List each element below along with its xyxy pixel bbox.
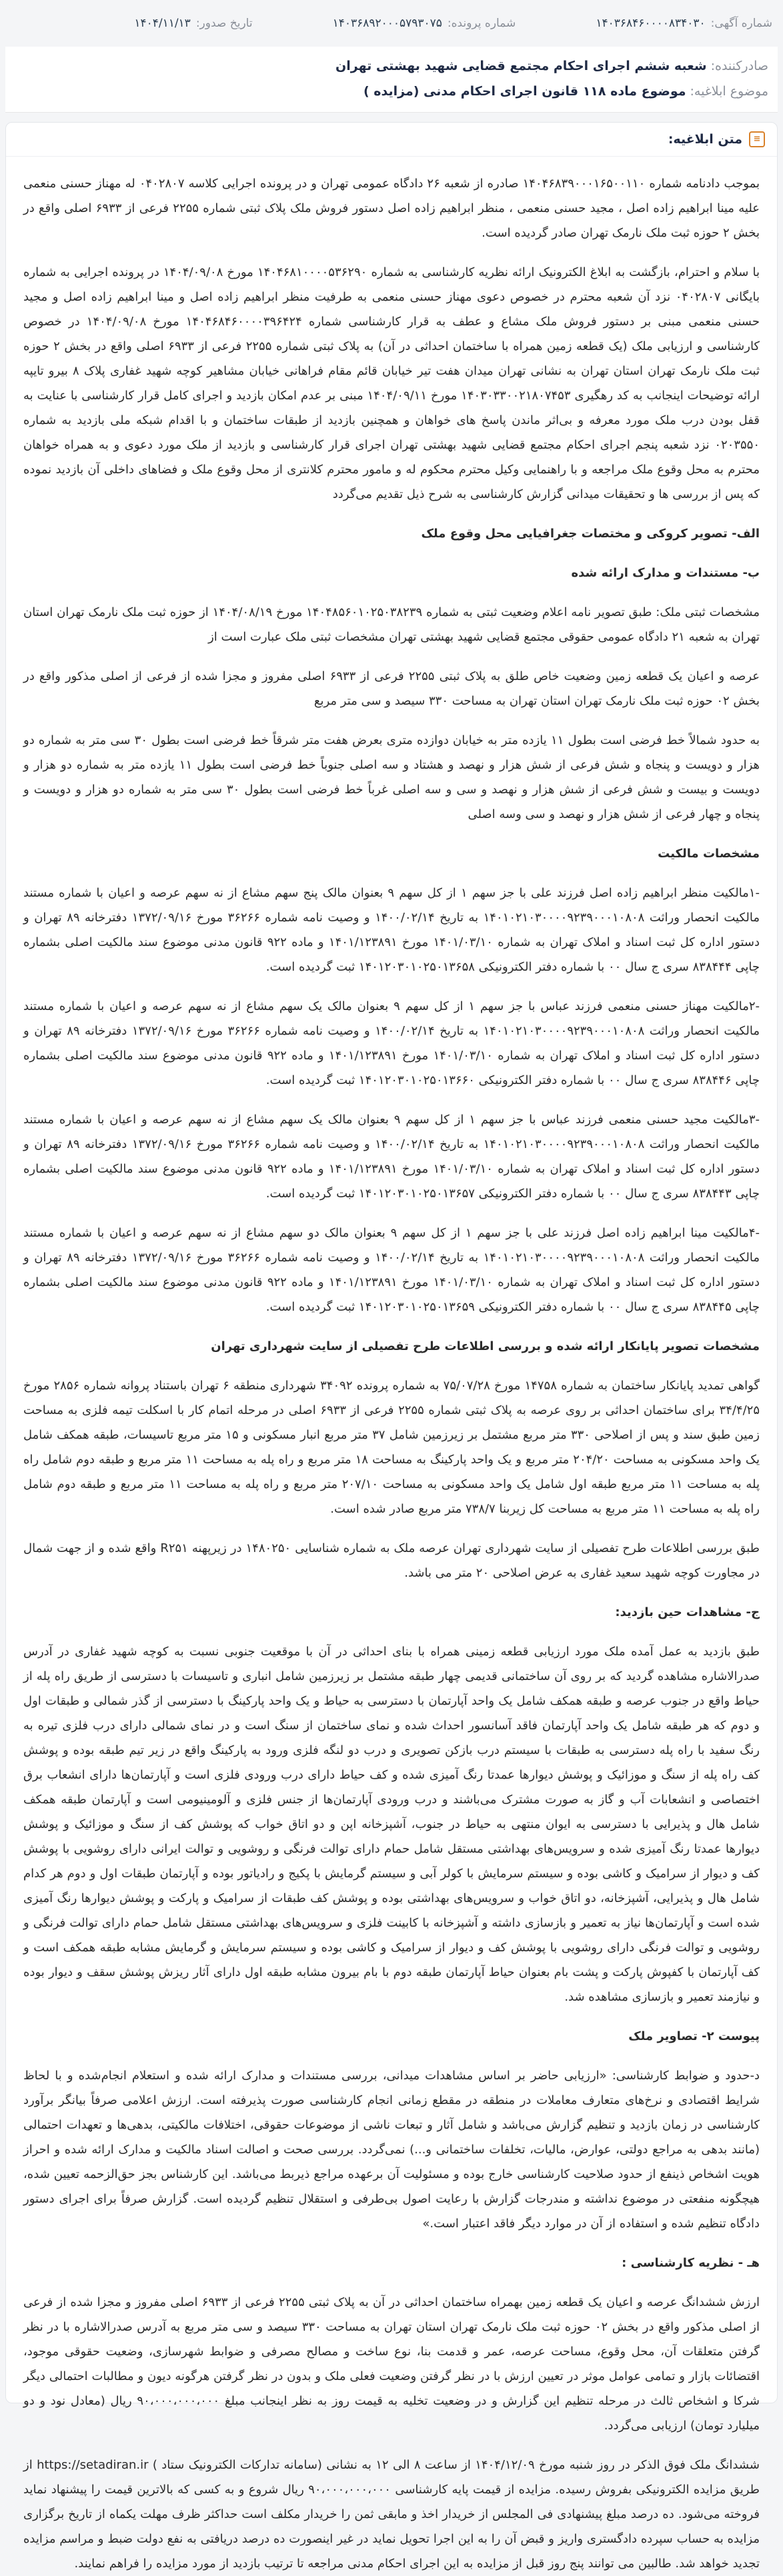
paragraph: مشخصات ثبتی ملک: طبق تصویر نامه اعلام وضعیت ثبتی به شماره ۱۴۰۴۸۵۶۰۱۰۲۵۰۳۸۲۳۹ مورخ ۱۴۰۴/۰۸/۱۹ از حوزه ثبت ملک نارمک تهران استان تهران به شعبه ۲۱ دادگاه عمومی حقوقی مجتمع قضایی شهید بهشتی تهران مشخصات ثبتی ملک عبارت است از	[23, 605, 760, 644]
section-heading: پیوست ۲- تصاویر ملک	[628, 2029, 760, 2043]
issue-date-label: تاریخ صدور:	[195, 17, 253, 30]
paragraph: -۴مالکیت مینا ابراهیم زاده اصل فرزند علی با جز سهم ۱ از کل سهم ۹ بعنوان مالک دو سهم مشاع از نه سهم عرصه و اعیان با شماره مستند مالکیت انحصار وراثت ۱۴۰۱۰۲۱۰۳۰۰۰۰۹۲۳۹۰۰۰۱۰۸۰۸ به تاریخ ۱۴۰۰/۰۲/۱۴ و وصیت نامه شماره ۳۶۲۶۶ مورخ ۱۳۷۲/۰۹/۱۶ دفترخانه ۸۹ تهران و دستور اداره کل ثبت اسناد و املاک تهران به شماره ۱۴۰۱/۰۳/۱۰ مورخ ۱۴۰۱/۱۲۳۸۹۱ و ماده ۹۲۲ قانون مدنی موضوع سند مالکیت اصلی بشماره چاپی ۸۳۸۴۴۵ سری ج سال ۰۰ با شماره دفتر الکترونیکی ۱۴۰۱۲۰۳۰۱۰۲۵۰۱۳۶۵۹ ثبت گردیده است.	[23, 1226, 760, 1314]
issuer-value: شعبه ششم اجرای احکام مجتمع قضایی شهید بهشتی تهران	[335, 59, 707, 73]
paragraph: -۱مالکیت منظر ابراهیم زاده اصل فرزند علی با جز سهم ۱ از کل سهم ۹ بعنوان مالک پنج سهم مشاع از نه سهم عرصه و اعیان با شماره مستند مالکیت انحصار وراثت ۱۴۰۱۰۲۱۰۳۰۰۰۰۹۲۳۹۰۰۰۱۰۸۰۸ به تاریخ ۱۴۰۰/۰۲/۱۴ و وصیت نامه شماره ۳۶۲۶۶ مورخ ۱۳۷۲/۰۹/۱۶ دفترخانه ۸۹ تهران و دستور اداره کل ثبت اسناد و املاک تهران به شماره ۱۴۰۱/۰۳/۱۰ مورخ ۱۴۰۱/۱۲۳۸۹۱ و ماده ۹۲۲ قانون مدنی موضوع سند مالکیت اصلی بشماره چاپی ۸۳۸۴۴۴ سری ج سال ۰۰ با شماره دفتر الکترونیکی ۱۴۰۱۲۰۳۰۱۰۲۵۰۱۳۶۵۸ ثبت گردیده است.	[23, 886, 760, 974]
notice-text-card	[5, 122, 778, 2571]
case-number-label: شماره پرونده:	[447, 17, 516, 30]
section-heading: مشخصات مالکیت	[658, 847, 760, 861]
paragraph: عرصه و اعیان یک قطعه زمین وضعیت خاص طلق به پلاک ثبتی ۲۲۵۵ فرعی از ۶۹۳۳ اصلی مفروز و مجزا شده از فرعی از اصلی مذکور واقع در بخش ۰۲ حوزه ثبت ملک نارمک تهران استان تهران به مساحت ۳۳۰ سیصد و سی متر مربع	[23, 669, 760, 708]
paragraph: بموجب دادنامه شماره ۱۴۰۴۶۸۳۹۰۰۰۱۶۵۰۰۱۱۰ صادره از شعبه ۲۶ دادگاه عمومی تهران و در پرونده اجرایی کلاسه ۰۴۰۲۸۰۷ له مهناز حسنی منعمی علیه مینا ابراهیم زاده اصل ، مجید حسنی منعمی ، منظر ابراهیم زاده اصل دستور فروش ملک پلاک ثبتی شماره ۲۲۵۵ فرعی از ۶۹۳۳ اصلی واقع در بخش ۲ حوزه ثبت ملک نارمک تهران صادر گردیده است.	[23, 177, 760, 240]
section-heading: الف- تصویر کروکی و مختصات جغرافیایی محل وقوع ملک	[421, 527, 760, 541]
paragraph: طبق بررسی اطلاعات طرح تفصیلی از سایت شهرداری تهران عرصه ملک به شماره شناسایی ۱۴۸۰۲۵۰ در زیرپهنه R۲۵۱ واقع شده و از جهت شمال در مجاورت کوچه شهید سعید غفاری به عرض اصلاحی ۲۰ متر می باشد.	[23, 1541, 760, 1580]
notice-header	[5, 47, 778, 113]
paragraph: گواهی تمدید پایانکار ساختمان به شماره ۱۴۷۵۸ مورخ ۷۵/۰۷/۲۸ به شماره پرونده ۳۴۰۹۲ شهرداری منطقه ۶ تهران باستناد پروانه شماره ۲۸۵۶ مورخ ۳۴/۴/۲۵ برای ساختمان احداثی بر روی عرصه به پلاک ثبتی شماره ۲۲۵۵ فرعی از ۶۹۳۳ اصلی در مرحله اتمام کار با اسکلت تیمه فلزی به مساحت زمین طبق سند و پس از اصلاحی ۳۳۰ متر مربع مشتمل بر زیرزمین شامل ۳۷ متر مربع انبار مسکونی و ۱۵ متر مربع تاسیسات، طبقه همکف شامل یک واحد مسکونی به مساحت ۲۰۴/۲۰ متر مربع و یک واحد پارکینگ به مساحت ۱۸ متر مربع و راه پله به مساحت ۱۱ متر مربع و طبقه دوم شامل راه پله به مساحت ۱۱ متر مربع طبقه اول شامل یک واحد مسکونی به مساحت ۲۰۷/۱۰ متر مربع و راه پله به مساحت ۱۱ متر مربع و طبقه دوم شامل راه پله به مساحت ۱۱ متر مربع به مساحت کل زیربنا ۷۳۸/۷ متر مربع صادر شده است.	[23, 1379, 760, 1516]
case-number-value: ۱۴۰۳۶۸۹۲۰۰۰۵۷۹۳۰۷۵	[332, 17, 442, 30]
issue-date	[134, 17, 252, 30]
card-title: متن ابلاغیه:	[668, 132, 742, 147]
paragraph: -۲مالکیت مهناز حسنی منعمی فرزند عباس با جز سهم ۱ از کل سهم ۹ بعنوان مالک یک سهم مشاع از نه سهم عرصه و اعیان با شماره مستند مالکیت انحصار وراثت ۱۴۰۱۰۲۱۰۳۰۰۰۰۹۲۳۹۰۰۰۱۰۸۰۸ به تاریخ ۱۴۰۰/۰۲/۱۴ و وصیت نامه شماره ۳۶۲۶۶ مورخ ۱۳۷۲/۰۹/۱۶ دفترخانه ۸۹ تهران و دستور اداره کل ثبت اسناد و املاک تهران به شماره ۱۴۰۱/۰۳/۱۰ مورخ ۱۴۰۱/۱۲۳۸۹۱ و ماده ۹۲۲ قانون مدنی موضوع سند مالکیت اصلی بشماره چاپی ۸۳۸۴۴۶ سری ج سال ۰۰ با شماره دفتر الکترونیکی ۱۴۰۱۲۰۳۰۱۰۲۵۰۱۳۶۶۰ ثبت گردیده است.	[23, 999, 760, 1087]
paragraph: ششدانگ ملک فوق الذکر در روز شنبه مورخ ۱۴۰۴/۱۲/۰۹ از ساعت ۸ الی ۱۲ به نشانی (سامانه تدارکات الکترونیک ستاد ) https://setadiran.ir از طریق مزایده الکترونیکی بفروش رسیده. مزایده از قیمت پایه کارشناسی ۹۰،۰۰۰،۰۰۰،۰۰۰ ریال شروع و به کسی که بالاترین قیمت را پیشنهاد نماید فروخته می‌شود. ده درصد مبلغ پیشنهادی فی المجلس از خریدار اخذ و مابقی ثمن را خریدار مکلف است حداکثر ظرف مهلت یکماه از تاریخ برگزاری مزایده به حساب سپرده دادگستری واریز و قبض آن را به این اجرا تحویل نماید در غیر اینصورت ده درصد دریافتی به نفع دولت ضبط و مراسم مزایده تجدید خواهد شد. طالبین می توانند پنج روز قبل از مزایده به این اجرای احکام مدنی مراجعه تا ترتیب بازدید از مورد مزایده را فراهم نمایند.	[23, 2458, 760, 2571]
section-heading: ج- مشاهدات حین بازدید:	[615, 1605, 760, 1619]
notice-body	[6, 157, 777, 2576]
case-number	[333, 17, 516, 30]
subject-label: موضوع ابلاغیه:	[690, 84, 768, 99]
meta-bar	[5, 0, 778, 47]
issuer-label: صادرکننده:	[710, 59, 768, 73]
document-icon: ≡	[749, 131, 765, 147]
paragraph: با سلام و احترام، بازگشت به ابلاغ الکترونیک ارائه نظریه کارشناسی به شماره ۱۴۰۴۶۸۱۰۰۰۰۵۳۶۲۹۰ مورخ ۱۴۰۴/۰۹/۰۸ در پرونده اجرایی به شماره بایگانی ۰۴۰۲۸۰۷ نزد آن شعبه محترم در خصوص دعوی مهناز حسنی منعمی به طرفیت منظر ابراهیم زاده اصل و مینا ابراهیم زاده اصل و مجید حسنی منعمی مبنی بر دستور فروش ملک مشاع و عطف به قرار کارشناسی شماره ۱۴۰۴۶۸۴۶۰۰۰۰۳۹۶۴۲۴ مورخ ۱۴۰۴/۰۹/۰۸ در خصوص کارشناسی و ارزیابی ملک (یک قطعه زمین همراه با ساختمان احداثی در آن) به پلاک ثبتی شماره ۲۲۵۵ فرعی از ۶۹۳۳ اصلی واقع در بخش ۲ حوزه ثبت ملک نارمک تهران استان تهران به نشانی تهران میدان هفت تیر خیابان قائم مقام فراهانی خیابان مشاهیر کوچه شهید غفاری پلاک ۸ بیرو تایپه ارائه توضیحات اینجانب به کد رهگیری ۱۴۰۳۰۳۳۰۰۲۱۸۰۷۴۵۳ مورخ ۱۴۰۴/۰۹/۱۱ مبنی بر عدم امکان بازدید و اجرای کامل قرار کارشناسی با عنایت به قفل بودن درب ملک مورد معرفه و بی‌اثر ماندن پاسخ های خواهان و همچنین بازدید از طبقات ساختمان و با اقدام شبکه ملی بازدید به شماره ۰۲۰۳۵۵۰ نزد شعبه پنجم اجرای احکام مجتمع قضایی شهید بهشتی تهران اجرای قرار کارشناسی و بازدید از ملک مورد دعوی و به همراه خواهان محترم به محل وقوع ملک مراجعه و با راهنمایی وکیل محترم محکوم له و مامور محترم کلانتری از محل وقوع ملک و فضاهای داخلی آن بازدید نموده که پس از بررسی ها و تحقیقات میدانی گزارش کارشناسی به شرح ذیل تقدیم می‌گردد	[23, 265, 760, 501]
announcement-number-label: شماره آگهی:	[710, 17, 772, 30]
paragraph: طبق بازدید به عمل آمده ملک مورد ارزیابی قطعه زمینی همراه با بنای احداثی در آن با موقعیت جنوبی نسبت به کوچه شهید غفاری در آدرس صدرالاشاره مشاهده گردید که بر روی آن ساختمانی قدیمی چهار طبقه مشتمل بر زیرزمین شامل انباری و تاسیسات با دسترسی از طریق راه پله از حیاط واقع در جنوب عرصه و طبقه همکف شامل یک واحد آپارتمان با دسترسی به حیاط و یک واحد پارکینگ با دسترسی از گذر شمالی و طبقات اول و دوم که هر طبقه شامل یک واحد آپارتمان فاقد آسانسور احداث شده و نمای ساختمان از سنگ است و در نمای شمالی دارای درب فلزی تیره به رنگ سفید با راه پله دسترسی به طبقات با سیستم درب بازکن تصویری و درب دو لنگه فلزی ورود به پارکینگ واقع در زیر تیم طبقه بوده و پوشش کف راه پله از سنگ و موزائیک و پوشش دیوارها عمدتا رنگ آمیزی شده و کف حیاط دارای درب ورودی فلزی است و آپارتمان‌ها دارای انشعاب برق اختصاصی و انشعابات آب و گاز به صورت مشترک می‌باشند و درب ورودی آپارتمان‌ها از جنس فلزی و آلومینیومی است و آپارتمان طبقه همکف شامل هال و پذیرایی با دسترسی به ایوان منتهی به حیاط در جنوب، آشپزخانه اپن و دو اتاق خواب که پوشش کف از سنگ و موزائیک و پوشش دیوارها عمدتا رنگ آمیزی شده و سرویس‌های بهداشتی مستقل شامل حمام دارای توالت فرنگی و روشویی و توالت ایرانی دارای روشویی با پوشش کف و دیوار از سرامیک و کاشی بوده و سیستم سرمایش با کولر آبی و سیستم گرمایش با پکیج و رادیاتور بوده و آپارتمان طبقات اول و دوم هر کدام شامل هال و پذیرایی، آشپزخانه، دو اتاق خواب و سرویس‌های بهداشتی بوده و پوشش کف طبقات از سرامیک و پارکت و پوشش دیوارها رنگ آمیزی شده است و آپارتمان‌ها نیاز به تعمیر و بازسازی داشته و آشپزخانه با کابینت فلزی و سرویس‌های بهداشتی مستقل شامل حمام دارای توالت فرنگی و روشویی و توالت فرنگی دارای روشویی با پوشش کف و دیوار از سرامیک و کاشی بوده و سیستم سرمایش و گرمایش مشابه طبقه همکف است و کف آپارتمان با کفپوش پارکت و پشت بام بعنوان حیاط آپارتمان طبقه دوم با بام بیرون مشابه طبقه اول دارای آثار ریزش پوشش سقف و دیوار بوده و نیازمند تعمیر و بازسازی مشاهده شد.	[23, 1645, 760, 2004]
subject-value: موضوع ماده ۱۱۸ قانون اجرای احکام مدنی (مزایده )	[363, 84, 686, 99]
section-heading: ب- مستندات و مدارک ارائه شده	[571, 566, 760, 580]
paragraph: -۳مالکیت مجید حسنی منعمی فرزند عباس با جز سهم ۱ از کل سهم ۹ بعنوان مالک یک سهم مشاع از نه سهم عرصه و اعیان با شماره مستند مالکیت انحصار وراثت ۱۴۰۱۰۲۱۰۳۰۰۰۰۹۲۳۹۰۰۰۱۰۸۰۸ به تاریخ ۱۴۰۰/۰۲/۱۴ و وصیت نامه شماره ۳۶۲۶۶ مورخ ۱۳۷۲/۰۹/۱۶ دفترخانه ۸۹ تهران و دستور اداره کل ثبت اسناد و املاک تهران به شماره ۱۴۰۱/۰۳/۱۰ مورخ ۱۴۰۱/۱۲۳۸۹۱ و ماده ۹۲۲ قانون مدنی موضوع سند مالکیت اصلی بشماره چاپی ۸۳۸۴۴۳ سری ج سال ۰۰ با شماره دفتر الکترونیکی ۱۴۰۱۲۰۳۰۱۰۲۵۰۱۳۶۵۷ ثبت گردیده است.	[23, 1113, 760, 1201]
section-heading: مشخصات تصویر پایانکار ارائه شده و بررسی اطلاعات طرح تفصیلی از سایت شهرداری تهران	[211, 1339, 760, 1353]
subject-row	[15, 79, 768, 104]
card-header	[6, 123, 777, 157]
paragraph: د-حدود و ضوابط کارشناسی: «ارزیابی حاضر بر اساس مشاهدات میدانی، بررسی مستندات و مدارک ارائه شده و استعلام انجام‌شده و با لحاظ شرایط اقتصادی و نرخ‌های متعارف معاملات در منطقه در مقطع زمانی انجام کارشناسی صورت پذیرفته است. ارزش اعلامی صرفاً بیانگر برآورد کارشناسی در زمان بازدید و تنظیم گزارش می‌باشد و شامل آثار و تبعات ناشی از موضوعات حقوقی، اختلافات مالکیتی، بدهی‌ها و تعهدات احتمالی (مانند بدهی به مراجع دولتی، عوارض، مالیات، تخلفات ساختمانی و...) نمی‌گردد. بررسی صحت و اصالت اسناد مالکیت و مدارک ارائه شده و احراز هویت اشخاص ذینفع از حدود صلاحیت کارشناسی خارج بوده و مسئولیت آن برعهده مراجع ذیربط می‌باشد. این کارشناس بجز حق‌الزحمه تعیین شده، هیچگونه منفعتی در موضوع نداشته و مندرجات گزارش با رعایت اصول بی‌طرفی و استقلال تنظیم گردیده است. گزارش صرفاً برای اجرای دستور دادگاه تنظیم شده و استفاده از آن در موارد دیگر فاقد اعتبار است.»	[23, 2069, 760, 2231]
announcement-number	[596, 17, 772, 30]
issue-date-value: ۱۴۰۴/۱۱/۱۳	[134, 17, 191, 30]
announcement-number-value: ۱۴۰۳۶۸۴۶۰۰۰۰۸۳۴۰۳۰	[596, 17, 706, 30]
paragraph: ارزش ششدانگ عرصه و اعیان یک قطعه زمین بهمراه ساختمان احداثی در آن به پلاک ثبتی ۲۲۵۵ فرعی از ۶۹۳۳ اصلی مفروز و مجزا شده از فرعی از اصلی مذکور واقع در بخش ۰۲ حوزه ثبت ملک نارمک تهران استان تهران به مساحت ۳۳۰ سیصد و سی متر مربع به آدرس صدرالاشاره با در نظر گرفتن متعلقات آن، محل وقوع، مساحت عرصه، عمر و قدمت بنا، نوع ساخت و مصالح مصرفی و ضوابط شهرسازی، وضعیت حقوقی موجود، اقتضائات بازار و تمامی عوامل موثر در تعیین ارزش با در نظر گرفتن وضعیت فعلی ملک و بدون در نظر گرفتن هرگونه دیون و مطالبات احتمالی دیگر شرکا و اشخاص ثالث در مرحله تنظیم این گزارش و در وضعیت تخلیه به قیمت روز به نظر اینجانب مبلغ ۹۰،۰۰۰،۰۰۰،۰۰۰ ریال (معادل نود و دو میلیارد تومان) ارزیابی می‌گردد.	[23, 2295, 760, 2433]
section-heading: هـ - نظریه کارشناسی :	[622, 2256, 760, 2270]
issuer-row	[15, 53, 768, 79]
paragraph: به حدود شمالاً خط فرضی است بطول ۱۱ یازده متر به خیابان دوازده متری بعرض هفت متر شرقاً خط فرضی است بطول ۳۰ سی متر به شماره دو هزار و دویست و پنجاه و شش فرعی از شش هزار و نهصد و هشتاد و سه اصلی جنوباً خط فرضی است بطول ۱۱ یازده متر به شماره دو هزار و دویست و بیست و شش فرعی از شش هزار و نهصد و سی و سه اصلی غرباً خط فرضی است بطول ۳۰ سی متر به شماره دو هزار و دویست و پنجاه و چهار فرعی از شش هزار و نهصد و سی وسه اصلی	[23, 733, 760, 821]
